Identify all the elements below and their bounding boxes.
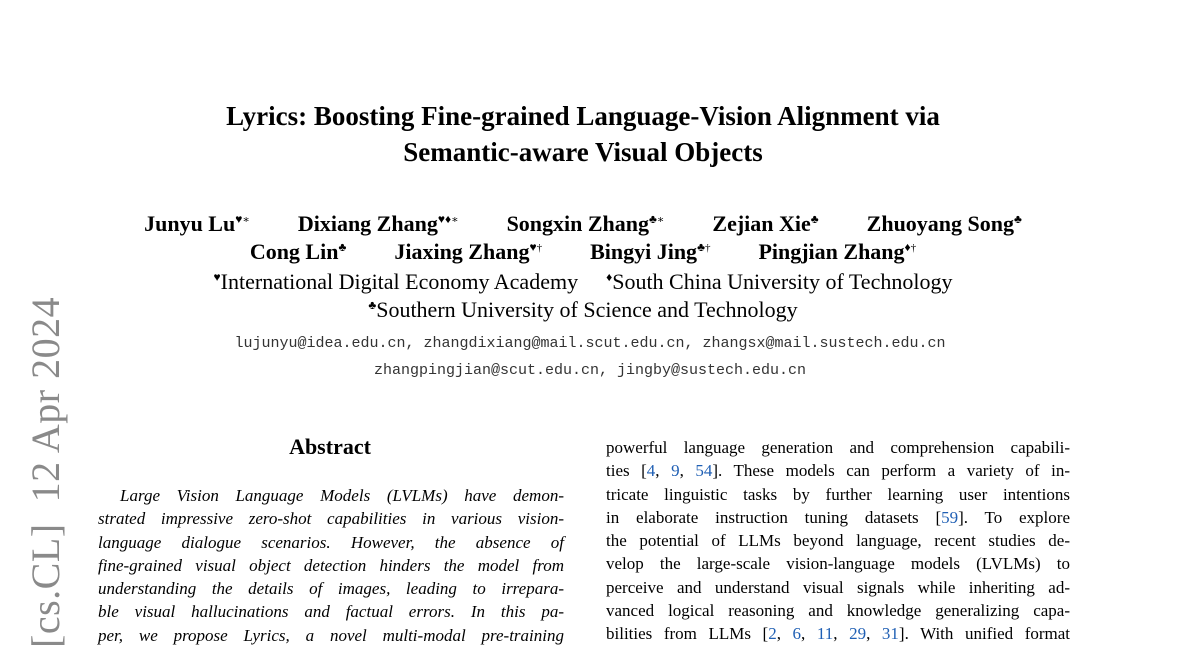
intro-text: velop the large-scale vision-language models (LVLMs) to	[606, 554, 1070, 574]
affiliation-mark: ♥	[213, 270, 221, 284]
email-line: lujunyu@idea.edu.cn, zhangdixiang@mail.scut.edu.cn, zhangsx@mail.sustech.edu.cn	[234, 335, 946, 352]
affiliation	[368, 296, 797, 324]
intro-line	[606, 436, 1070, 459]
abstract-body	[98, 484, 564, 647]
citation-link[interactable]: 11	[816, 624, 834, 644]
intro-text: ,	[655, 461, 672, 481]
author-note-mark: ∗	[656, 214, 665, 226]
intro-text: ]. These models can perform a variety of in-	[712, 461, 1070, 481]
abstract-heading: Abstract	[289, 434, 371, 459]
author	[250, 238, 347, 266]
affiliation-mark: ♣	[1014, 212, 1022, 226]
citation-link[interactable]: 54	[695, 461, 713, 481]
intro-text: ,	[866, 624, 882, 644]
intro-text: in elaborate instruction tuning datasets [	[606, 507, 942, 527]
citation-link[interactable]: 59	[941, 507, 959, 527]
author-affiliation-marks	[529, 240, 542, 254]
author-row	[0, 210, 1166, 238]
author-name: Dixiang Zhang	[297, 211, 438, 236]
author-affiliation-marks	[649, 212, 664, 226]
author-name: Zejian Xie	[712, 211, 811, 236]
author	[394, 238, 542, 266]
affiliation-name: Southern University of Science and Technology	[376, 297, 798, 322]
intro-text: the potential of LLMs beyond language, recent studies de-	[606, 531, 1070, 551]
author	[758, 238, 916, 266]
intro-text: perceive and understand visual signals while inheriting ad-	[606, 577, 1070, 597]
affiliation-mark: ♦	[904, 240, 911, 254]
author-row	[0, 238, 1166, 266]
title-line: Semantic-aware Visual Objects	[403, 137, 763, 167]
intro-line	[606, 622, 1070, 645]
affiliation-mark: ♥	[235, 212, 243, 226]
intro-text: bilities from LLMs [	[606, 624, 769, 644]
affiliation-mark: ♣	[649, 212, 657, 226]
intro-line	[606, 506, 1070, 529]
author-name: Jiaxing Zhang	[394, 239, 530, 264]
email-line: zhangpingjian@scut.edu.cn, jingby@sustech.edu.cn	[373, 362, 807, 379]
author-affiliation-marks	[438, 212, 459, 226]
author-note-mark: ∗	[451, 214, 459, 226]
author	[507, 210, 665, 238]
citation-link[interactable]: 29	[849, 624, 867, 644]
affiliation-row	[0, 268, 1166, 296]
affiliation-mark: ♣	[368, 298, 377, 312]
intro-text: ,	[679, 461, 696, 481]
intro-text: vanced logical reasoning and knowledge generalizing capa-	[606, 601, 1070, 621]
author-note-mark: †	[704, 242, 711, 254]
citation-link[interactable]: 6	[792, 624, 802, 644]
abstract-line: per, we propose Lyrics, a novel multi-modal pre-training	[98, 625, 564, 645]
intro-column	[606, 436, 1070, 646]
intro-line	[606, 483, 1070, 506]
author-note-mark: ∗	[242, 214, 250, 226]
affiliation-mark: ♣	[338, 240, 347, 254]
abstract-line: ble visual hallucinations and factual errors. In this pa-	[98, 602, 564, 622]
citation-link[interactable]: 2	[768, 624, 777, 644]
author	[712, 210, 818, 238]
author	[144, 210, 250, 238]
author-name: Zhuoyang Song	[866, 211, 1015, 236]
author-note-mark: †	[536, 242, 543, 254]
author-affiliation-marks	[811, 212, 819, 226]
email-list	[0, 330, 1180, 384]
affiliation	[214, 268, 579, 296]
author-affiliation-marks	[905, 240, 917, 254]
intro-text: ,	[833, 624, 850, 644]
citation-link[interactable]: 4	[646, 461, 656, 481]
intro-line	[606, 459, 1070, 482]
intro-text: ,	[801, 624, 817, 644]
intro-text: powerful language generation and comprehension capabili-	[606, 438, 1070, 457]
abstract-line: language dialogue scenarios. However, the absence of	[98, 532, 564, 552]
author-note-mark: †	[910, 242, 917, 254]
affiliation	[606, 268, 952, 296]
author-name: Pingjian Zhang	[758, 239, 905, 264]
affiliation-name: South China University of Technology	[612, 269, 953, 294]
author	[590, 238, 710, 266]
affiliation-row	[0, 296, 1166, 324]
intro-text: ]. With unified format	[898, 624, 1071, 644]
author	[298, 210, 459, 238]
title-line: Lyrics: Boosting Fine-grained Language-Vision Alignment via	[226, 101, 940, 131]
abstract-line: strated impressive zero-shot capabilities in various vision-	[98, 509, 564, 529]
intro-text: ]. To explore	[958, 507, 1070, 527]
citation-link[interactable]: 31	[881, 624, 899, 644]
intro-text: tricate linguistic tasks by further learning user intentions	[606, 484, 1070, 504]
intro-text: ties [	[606, 461, 647, 481]
paper-title	[0, 98, 1166, 170]
author-name: Cong Lin	[249, 239, 339, 264]
abstract-line: Large Vision Language Models (LVLMs) have demon-	[120, 486, 564, 505]
affiliation-mark: ♣	[697, 240, 705, 254]
citation-link[interactable]: 9	[671, 461, 680, 481]
author-affiliation-marks	[697, 240, 710, 254]
author-name: Junyu Lu	[144, 211, 236, 236]
affiliation-list	[0, 268, 1166, 324]
author-affiliation-marks	[338, 240, 346, 254]
affiliation-mark: ♥♦	[437, 212, 452, 226]
intro-text: ,	[776, 624, 793, 644]
affiliation-mark: ♦	[606, 270, 613, 284]
abstract-line: understanding the details of images, leading to irrepara-	[98, 579, 564, 599]
intro-line	[606, 552, 1070, 575]
intro-line	[606, 529, 1070, 552]
intro-line	[606, 576, 1070, 599]
author-affiliation-marks	[1014, 212, 1022, 226]
author-name: Bingyi Jing	[590, 239, 698, 264]
affiliation-mark: ♣	[810, 212, 819, 226]
author	[867, 210, 1022, 238]
author-affiliation-marks	[235, 212, 250, 226]
author-name: Songxin Zhang	[506, 211, 650, 236]
abstract-line: fine-grained visual object detection hinders the model from	[98, 555, 564, 575]
affiliation-name: International Digital Economy Academy	[220, 269, 579, 294]
author-list	[0, 210, 1166, 266]
affiliation-mark: ♥	[529, 240, 537, 254]
arxiv-side-stamp: [cs.CL] 12 Apr 2024	[23, 296, 68, 648]
intro-line	[606, 599, 1070, 622]
